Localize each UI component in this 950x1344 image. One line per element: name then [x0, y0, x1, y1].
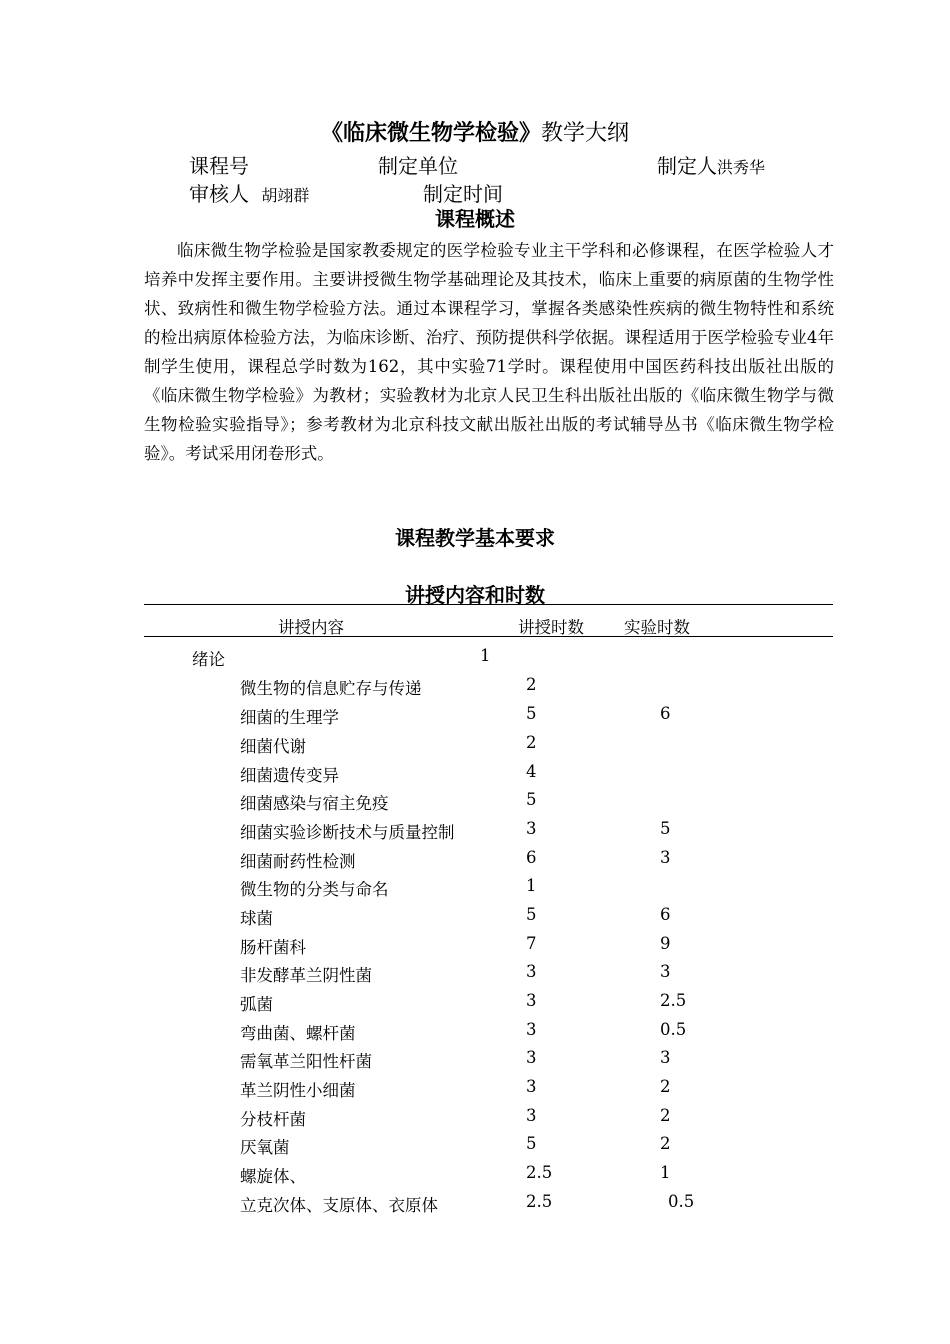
row-lecture-hours: 4 — [526, 762, 537, 781]
table-header-rule — [144, 636, 833, 637]
header-lecture-hours: 讲授时数 — [518, 618, 584, 637]
table-row — [0, 905, 950, 934]
table-row — [0, 704, 950, 733]
row-topic: 革兰阴性小细菌 — [240, 1081, 356, 1100]
table-row — [0, 991, 950, 1020]
row-topic: 立克次体、支原体、衣原体 — [240, 1196, 438, 1215]
intro-topic: 绪论 — [192, 650, 225, 669]
row-lab-hours: 2 — [660, 1077, 671, 1096]
table-row — [0, 1077, 950, 1106]
row-lecture-hours: 6 — [526, 848, 537, 867]
author-label: 制定人 — [657, 154, 717, 178]
author-name: 洪秀华 — [717, 158, 766, 177]
row-lecture-hours: 2 — [526, 733, 537, 752]
row-lecture-hours: 3 — [526, 819, 537, 838]
unit-label: 制定单位 — [378, 154, 458, 178]
document-title-suffix: 教学大纲 — [541, 121, 630, 146]
row-lecture-hours: 3 — [526, 1048, 537, 1067]
document-title — [0, 116, 950, 147]
row-lecture-hours: 3 — [526, 1106, 537, 1125]
row-topic: 螺旋体、 — [240, 1167, 306, 1186]
row-topic: 微生物的分类与命名 — [240, 880, 389, 899]
row-topic: 球菌 — [240, 909, 273, 928]
row-topic: 厌氧菌 — [240, 1138, 290, 1157]
header-lab-hours: 实验时数 — [624, 618, 690, 637]
header-content: 讲授内容 — [278, 618, 344, 637]
row-lecture-hours: 3 — [526, 962, 537, 981]
table-row — [0, 962, 950, 991]
row-lecture-hours: 3 — [526, 1077, 537, 1096]
table-row — [0, 1048, 950, 1077]
table-row-intro — [0, 646, 950, 675]
row-topic: 分枝杆菌 — [240, 1110, 306, 1129]
row-lab-hours: 2 — [660, 1106, 671, 1125]
reviewer-name: 胡翊群 — [261, 186, 310, 205]
requirements-heading: 课程教学基本要求 — [395, 526, 555, 550]
row-topic: 非发酵革兰阴性菌 — [240, 966, 372, 985]
row-lab-hours: 0.5 — [660, 1020, 687, 1039]
table-row — [0, 790, 950, 819]
row-lab-hours: 2 — [660, 1134, 671, 1153]
row-topic: 细菌的生理学 — [240, 708, 339, 727]
table-row — [0, 675, 950, 704]
row-lab-hours: 6 — [660, 905, 671, 924]
table-row — [0, 733, 950, 762]
row-lecture-hours: 3 — [526, 991, 537, 1010]
row-lab-hours: 3 — [660, 1048, 671, 1067]
row-lecture-hours: 5 — [526, 704, 537, 723]
table-row — [0, 762, 950, 791]
row-lecture-hours: 2.5 — [526, 1192, 553, 1211]
row-lab-hours: 0.5 — [668, 1192, 695, 1211]
row-lecture-hours: 5 — [526, 905, 537, 924]
row-lab-hours: 2.5 — [660, 991, 687, 1010]
table-row — [0, 934, 950, 963]
author-field — [657, 150, 765, 179]
overview-paragraph: 临床微生物学检验是国家教委规定的医学检验专业主干学科和必修课程，在医学检验人才培养中发挥主要作用。主要讲授微生物学基础理论及其技术，临床上重要的病原菌的生物学性状、致病性和微生物学检验方法。通过本课程学习，掌握各类感染性疾病的微生物特性和系统的检出病原体检验方法，为临床诊断、治疗、预防提供科学依据。课程适用于医学检验专业4年制学生使用，课程总学时数为162，其中实验71学时。课程使用中国医药科技出版社出版的《临床微生物学检验》为教材；实验教材为北京人民卫生科出版社出版的《临床微生物学与微生物检验实验指导》；参考教材为北京科技文献出版社出版的考试辅导丛书《临床微生物学检验》。考试采用闭卷形式。 — [144, 241, 834, 463]
row-lab-hours: 6 — [660, 704, 671, 723]
row-lab-hours: 9 — [660, 934, 671, 953]
row-topic: 细菌耐药性检测 — [240, 852, 356, 871]
row-lab-hours: 3 — [660, 848, 671, 867]
row-lab-hours: 3 — [660, 962, 671, 981]
row-lab-hours: 1 — [660, 1163, 671, 1182]
table-row — [0, 1106, 950, 1135]
reviewer-label: 审核人 — [189, 182, 249, 206]
row-topic: 需氧革兰阳性杆菌 — [240, 1052, 372, 1071]
document-title-main: 《临床微生物学检验》 — [320, 121, 541, 146]
row-topic: 细菌代谢 — [240, 737, 306, 756]
row-lecture-hours: 2 — [526, 675, 537, 694]
row-lecture-hours: 3 — [526, 1020, 537, 1039]
table-row — [0, 1192, 950, 1221]
table-row — [0, 1163, 950, 1192]
row-lecture-hours: 2.5 — [526, 1163, 553, 1182]
row-topic: 细菌感染与宿主免疫 — [240, 794, 389, 813]
table-row — [0, 848, 950, 877]
table-heading: 讲授内容和时数 — [405, 583, 545, 607]
table-row — [0, 876, 950, 905]
table-top-rule — [144, 604, 833, 605]
row-lecture-hours: 5 — [526, 790, 537, 809]
row-topic: 微生物的信息贮存与传递 — [240, 679, 422, 698]
row-topic: 细菌实验诊断技术与质量控制 — [240, 823, 455, 842]
row-topic: 肠杆菌科 — [240, 938, 306, 957]
row-lab-hours: 5 — [660, 819, 671, 838]
row-topic: 弯曲菌、螺杆菌 — [240, 1024, 356, 1043]
row-topic: 弧菌 — [240, 995, 273, 1014]
table-row — [0, 819, 950, 848]
row-lecture-hours: 5 — [526, 1134, 537, 1153]
overview-heading: 课程概述 — [435, 207, 515, 231]
date-label: 制定时间 — [423, 182, 503, 206]
row-lecture-hours: 7 — [526, 934, 537, 953]
row-lecture-hours: 1 — [526, 876, 537, 895]
table-row — [0, 1134, 950, 1163]
course-number-label: 课程号 — [189, 154, 249, 178]
table-row — [0, 1020, 950, 1049]
intro-lecture-hours: 1 — [480, 646, 491, 665]
row-topic: 细菌遗传变异 — [240, 766, 339, 785]
